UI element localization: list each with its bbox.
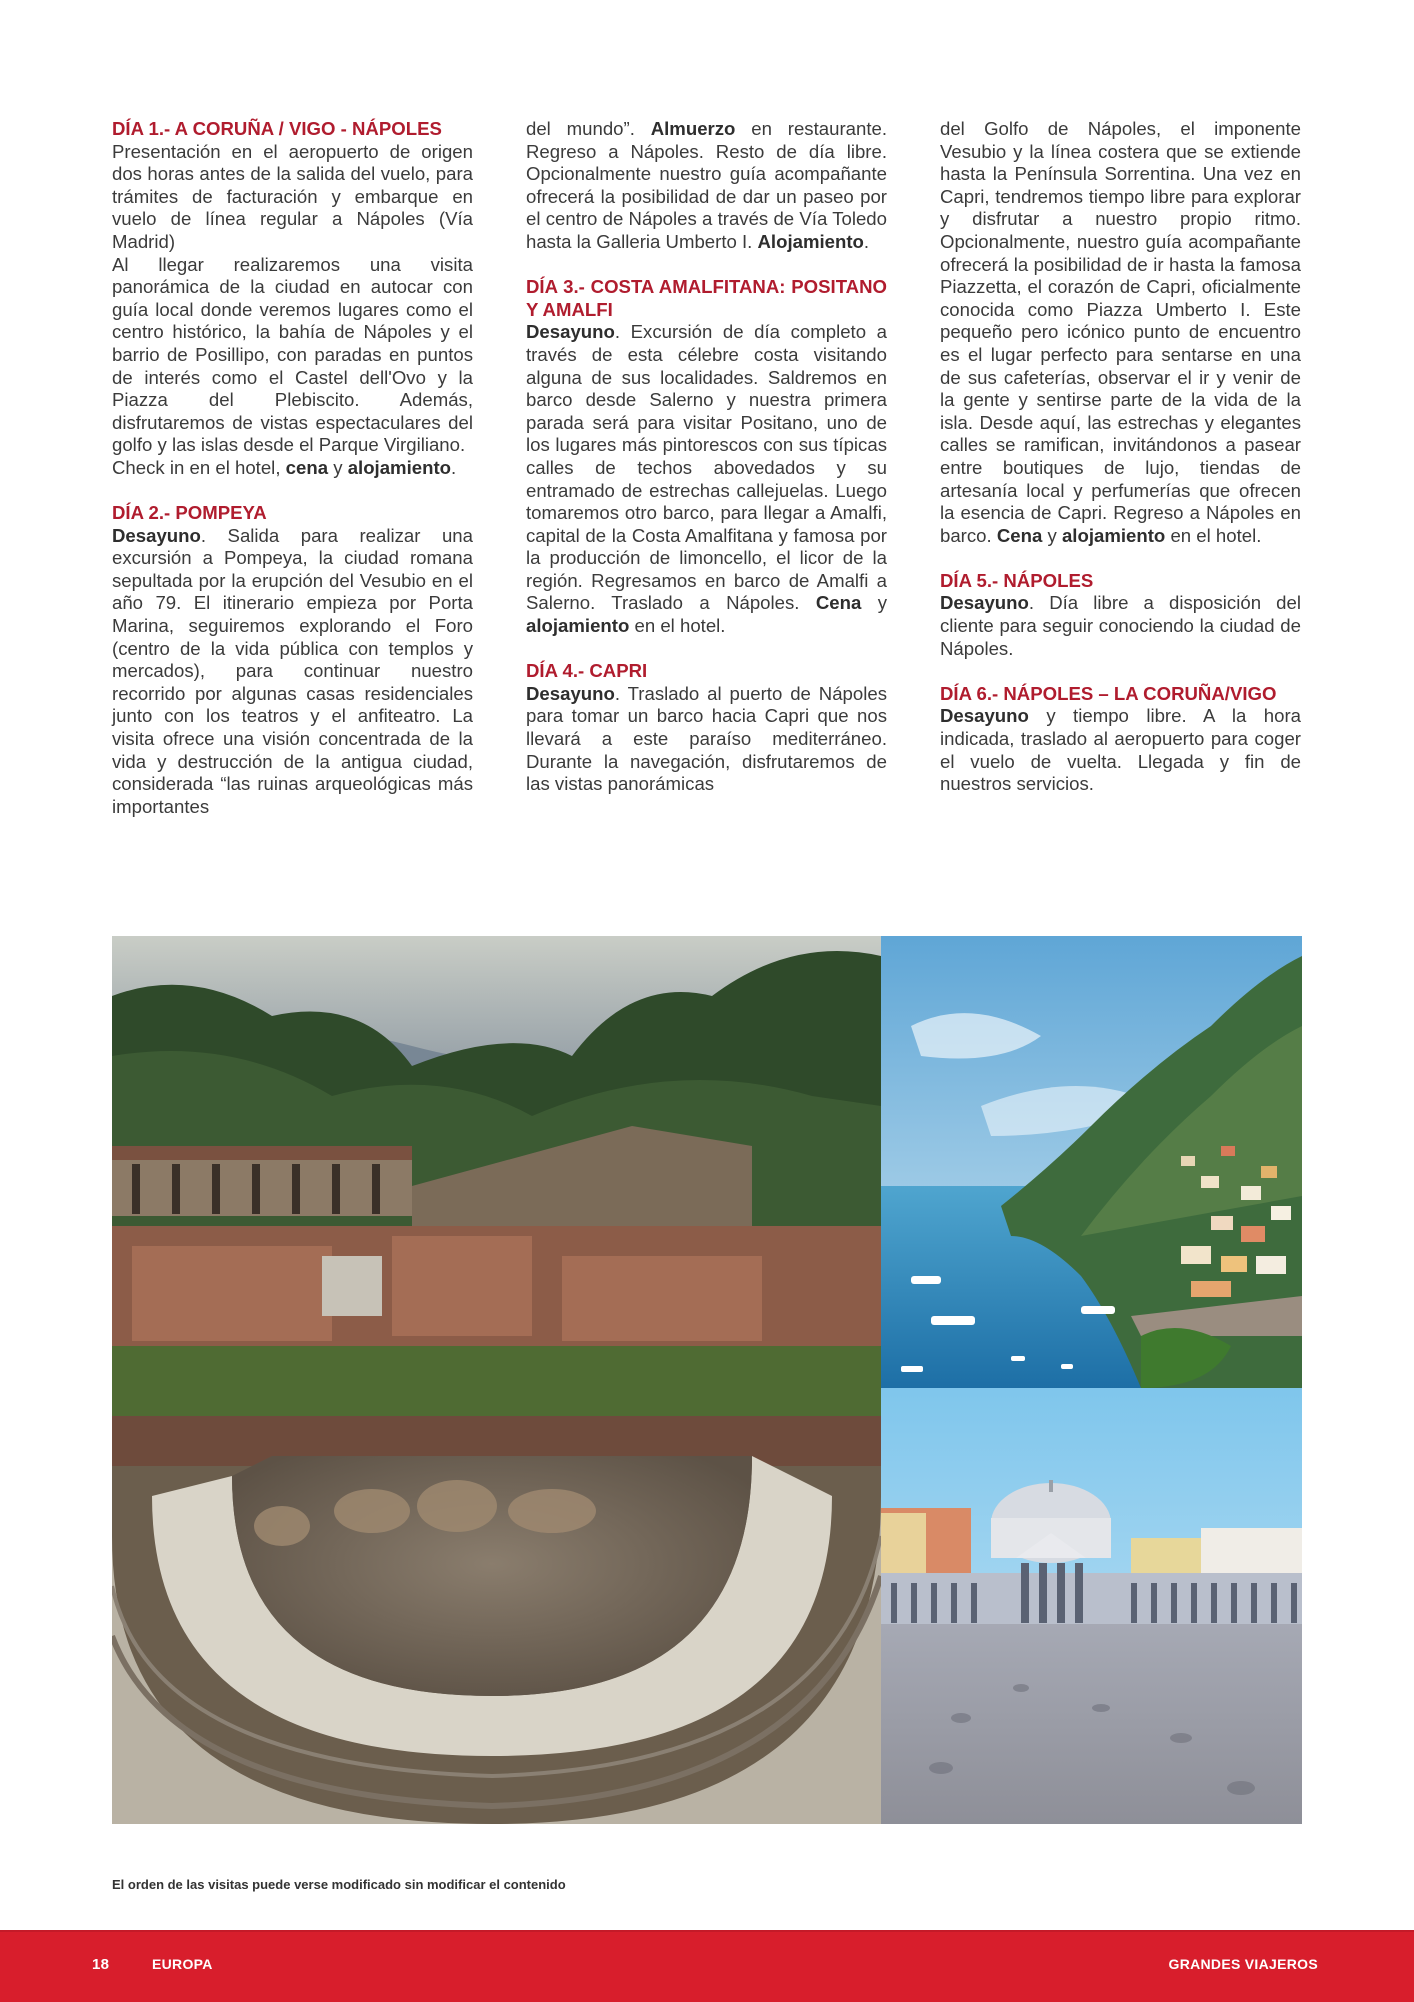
day-title: DÍA 3.- COSTA AMALFITANA: POSITANO Y AMALFI	[526, 276, 887, 320]
text-run: y tiempo libre. A la hora indicada, traslado al aeropuerto para coger el vuelo de vuelta. Llegada y fin de nuestros servicios.	[940, 705, 1301, 795]
column-3	[940, 118, 1301, 818]
photo-piazza-plebiscito	[881, 1388, 1302, 1824]
text-run: . Excursión de día completo a través de esta célebre costa visitando alguna de sus localidades. Saldremos en barco desde Salerno y nuestra primera parada será para visitar Positano, uno de los lugares más pintorescos con sus típicas calles de techos abovedados y su entramado de estrechas callejuelas. Luego tomaremos otro barco, para llegar a Amalfi, capital de la Costa Amalfitana y famosa por la producción de limoncello, el licor de la región. Regresamos en barco de Amalfi a Salerno. Traslado a Nápoles.	[526, 321, 887, 614]
highlighted-service: Desayuno	[112, 524, 201, 546]
text-run: . Día libre a disposición del cliente para seguir conociendo la ciudad de Nápoles.	[940, 592, 1301, 659]
highlighted-service: Desayuno	[526, 682, 615, 704]
pompeii-theatre-image	[112, 936, 881, 1824]
highlighted-service: Desayuno	[526, 321, 615, 343]
day-block	[112, 502, 473, 818]
text-run: en el hotel.	[1165, 524, 1262, 546]
text-run: . Traslado al puerto de Nápoles para tomar un barco hacia Capri que nos llevará a este paraíso mediterráneo. Durante la navegación, disfrutaremos de las vistas panorámicas	[526, 682, 887, 795]
highlighted-service: Cena	[996, 524, 1043, 546]
text-run: del Golfo de Nápoles, el imponente Vesubio y la línea costera que se extiende hasta la Península Sorrentina. Una vez en Capri, tendremos tiempo libre para explorar y disfrutar a nuestro propio ritmo. Opcionalmente, nuestro guía acompañante ofrecerá la posibilidad de ir hasta la famosa Piazzetta, el corazón de Capri, oficialmente conocida como Piazza Umberto I. Este pequeño pero icónico punto de encuentro es el lugar perfecto para sentarse en una de sus cafeterías, observar el ir y venir de la gente y sentirse parte de la vida de la isla. Desde aquí, las estrechas y elegantes calles se ramifican, invitándonos a pasear entre boutiques de lujo, tiendas de artesanía local y perfumerías que ofrecen la esencia de Capri. Regreso a Nápoles en barco.	[940, 118, 1301, 546]
day-description	[112, 141, 473, 254]
highlighted-service: Alojamiento	[757, 230, 864, 252]
piazza-plebiscito-image	[881, 1388, 1302, 1824]
text-run: en el hotel.	[629, 615, 726, 637]
text-run: Presentación en el aeropuerto de origen dos horas antes de la salida del vuelo, para trámites de facturación y embarque en vuelo de línea regular a Nápoles (Vía Madrid)	[112, 140, 473, 252]
text-run: Check in en el hotel,	[112, 456, 286, 478]
day-block	[112, 118, 473, 480]
day-description	[940, 705, 1301, 795]
text-run: y	[861, 592, 887, 614]
itinerary-columns	[112, 118, 1302, 818]
footer-section: EUROPA	[152, 1956, 213, 1972]
positano-image	[881, 936, 1302, 1388]
day-title: DÍA 2.- POMPEYA	[112, 502, 267, 524]
day-description	[112, 457, 473, 480]
text-run: .	[451, 456, 457, 478]
day-description	[526, 683, 887, 796]
day-description	[940, 118, 1301, 547]
day-description	[112, 525, 473, 819]
highlighted-service: Almuerzo	[650, 118, 736, 139]
text-run: .	[863, 230, 870, 252]
day-title: DÍA 6.- NÁPOLES – LA CORUÑA/VIGO	[940, 682, 1277, 704]
day-block	[526, 118, 887, 254]
day-title: DÍA 4.- CAPRI	[526, 660, 648, 682]
photo-column-right	[881, 936, 1302, 1824]
text-run: Al llegar realizaremos una visita panorámica de la ciudad en autocar con guía local donde veremos lugares como el centro histórico, la bahía de Nápoles y el barrio de Posillipo, con paradas en puntos de interés como el Castel dell'Ovo y la Piazza del Plebiscito. Además, disfrutaremos de vistas espectaculares del golfo y las islas desde el Parque Virgiliano.	[112, 253, 473, 456]
day-title: DÍA 5.- NÁPOLES	[940, 569, 1094, 591]
highlighted-service: alojamiento	[1061, 524, 1166, 546]
day-block	[526, 660, 887, 796]
highlighted-service: Desayuno	[940, 705, 1029, 727]
footer-band	[0, 1930, 1414, 2002]
highlighted-service: Cena	[815, 592, 862, 614]
day-title: DÍA 1.- A CORUÑA / VIGO - NÁPOLES	[112, 118, 442, 139]
day-block	[526, 276, 887, 638]
column-2	[526, 118, 887, 818]
itinerary-disclaimer: El orden de las visitas puede verse modificado sin modificar el contenido	[112, 1877, 566, 1892]
text-run: y	[328, 456, 348, 478]
day-description	[940, 592, 1301, 660]
day-block	[940, 683, 1301, 796]
day-block	[940, 570, 1301, 660]
footer-brand: GRANDES VIAJEROS	[1168, 1956, 1318, 1972]
page-number: 18	[92, 1956, 110, 1973]
highlighted-service: alojamiento	[526, 615, 630, 637]
day-description	[526, 118, 887, 254]
photo-positano	[881, 936, 1302, 1388]
text-run: en restaurante. Regreso a Nápoles. Resto de día libre. Opcionalmente nuestro guía acompañante ofrecerá la posibilidad de dar un paseo por el centro de Nápoles a través de Vía Toledo hasta la Galleria Umberto I.	[526, 118, 887, 252]
day-description	[112, 254, 473, 457]
day-block	[940, 118, 1301, 547]
highlighted-service: Desayuno	[940, 592, 1029, 614]
day-description	[526, 321, 887, 637]
photo-collage	[112, 936, 1302, 1824]
highlighted-service: alojamiento	[347, 456, 452, 478]
photo-pompeii-theatre	[112, 936, 881, 1824]
text-run: del mundo”.	[526, 118, 651, 139]
text-run: y	[1042, 524, 1062, 546]
highlighted-service: cena	[285, 456, 329, 478]
column-1	[112, 118, 473, 818]
text-run: . Salida para realizar una excursión a Pompeya, la ciudad romana sepultada por la erupción del Vesubio en el año 79. El itinerario empieza por Porta Marina, seguiremos explorando el Foro (centro de la vida pública con templos y mercados), para continuar nuestro recorrido por algunas casas residenciales junto con los teatros y el anfiteatro. La visita ofrece una visión concentrada de la vida y destrucción de la antigua ciudad, considerada “las ruinas arqueológicas más importantes	[112, 524, 473, 817]
